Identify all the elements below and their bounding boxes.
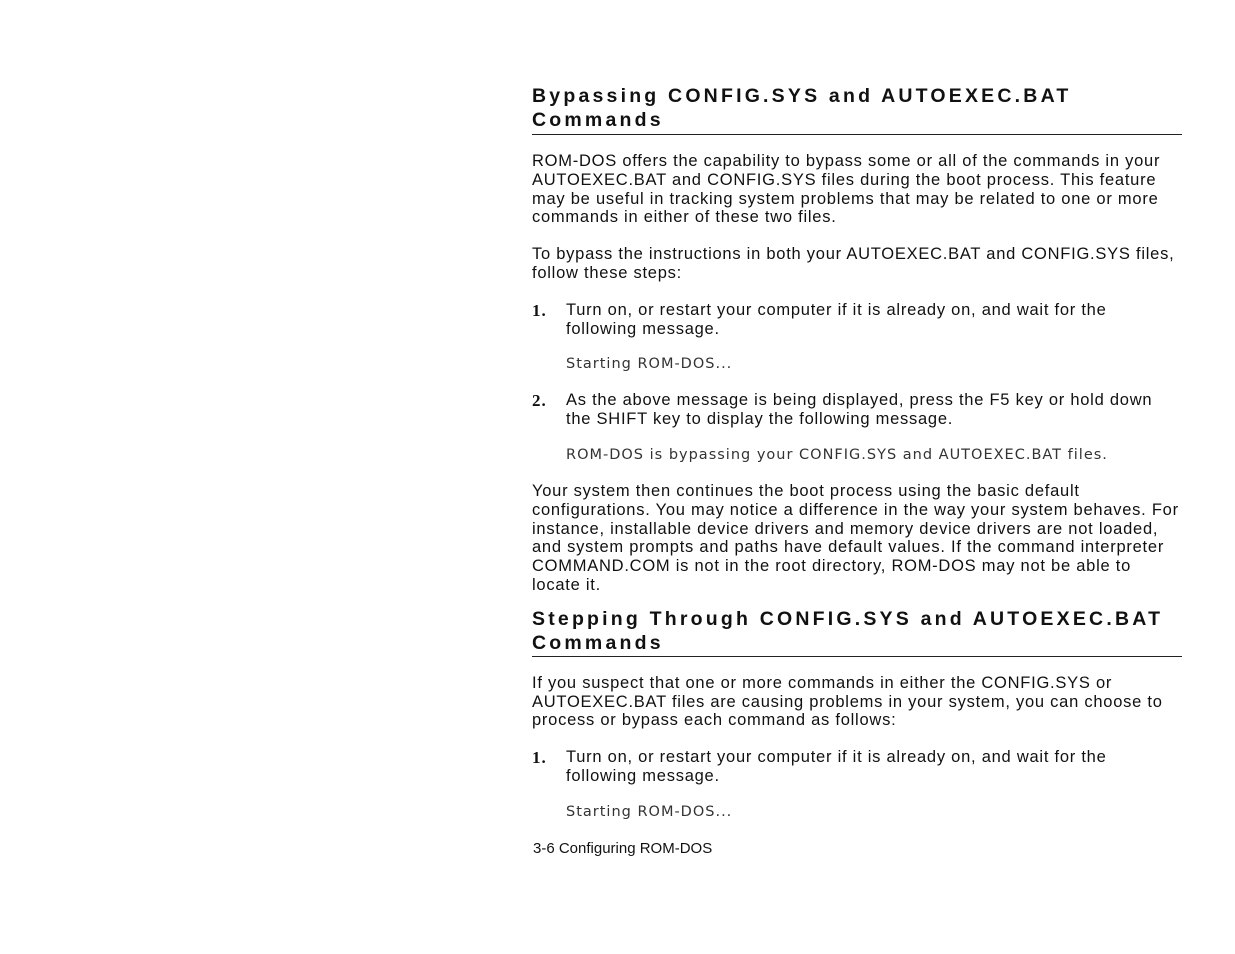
page-footer: 3-6 Configuring ROM-DOS <box>533 840 713 857</box>
paragraph-stepping-intro: If you suspect that one or more commands in either the CONFIG.SYS or AUTOEXEC.BAT files are causing problems in your system, you can choose to process or bypass each command as follows: <box>532 673 1163 730</box>
screen-message: Starting ROM-DOS... <box>566 803 733 820</box>
step-number: 1. <box>532 300 547 320</box>
step-number: 2. <box>532 391 547 411</box>
step-text: As the above message is being displayed, press the F5 key or hold down the SHIFT key to display the following message. <box>566 391 1153 429</box>
section-heading-stepping: Stepping Through CONFIG.SYS and AUTOEXEC.BAT Commands <box>532 607 1182 657</box>
step-number: 1. <box>532 748 547 768</box>
step-text: Turn on, or restart your computer if it is already on, and wait for the following message. <box>566 300 1107 338</box>
step-text: Turn on, or restart your computer if it is already on, and wait for the following message. <box>566 748 1107 785</box>
list-item <box>532 301 1182 374</box>
paragraph-bypass-closing: Your system then continues the boot process using the basic default configurations. You may notice a difference in the way your system behaves. For instance, installable device drivers and memory device drivers are not loaded, and system prompts and paths have default values. If the command interpreter COMMAND.COM is not in the root directory, ROM-DOS may not be able to locate it. <box>532 481 1179 594</box>
list-item <box>532 748 1182 821</box>
screen-message: ROM-DOS is bypassing your CONFIG.SYS and AUTOEXEC.BAT files. <box>566 446 1108 463</box>
stepping-steps-list <box>532 748 1182 821</box>
section-heading-bypassing: Bypassing CONFIG.SYS and AUTOEXEC.BAT Commands <box>532 84 1182 135</box>
paragraph-bypass-intro: ROM-DOS offers the capability to bypass some or all of the commands in your AUTOEXEC.BAT and CONFIG.SYS files during the boot process. This feature may be useful in tracking system problems that may be related to one or more commands in either of these two files. <box>532 152 1161 227</box>
paragraph-bypass-lead: To bypass the instructions in both your AUTOEXEC.BAT and CONFIG.SYS files, follow these steps: <box>532 245 1175 282</box>
list-item <box>532 391 1182 464</box>
document-page <box>532 84 1182 821</box>
screen-message: Starting ROM-DOS... <box>566 356 733 373</box>
bypass-steps-list <box>532 301 1182 464</box>
